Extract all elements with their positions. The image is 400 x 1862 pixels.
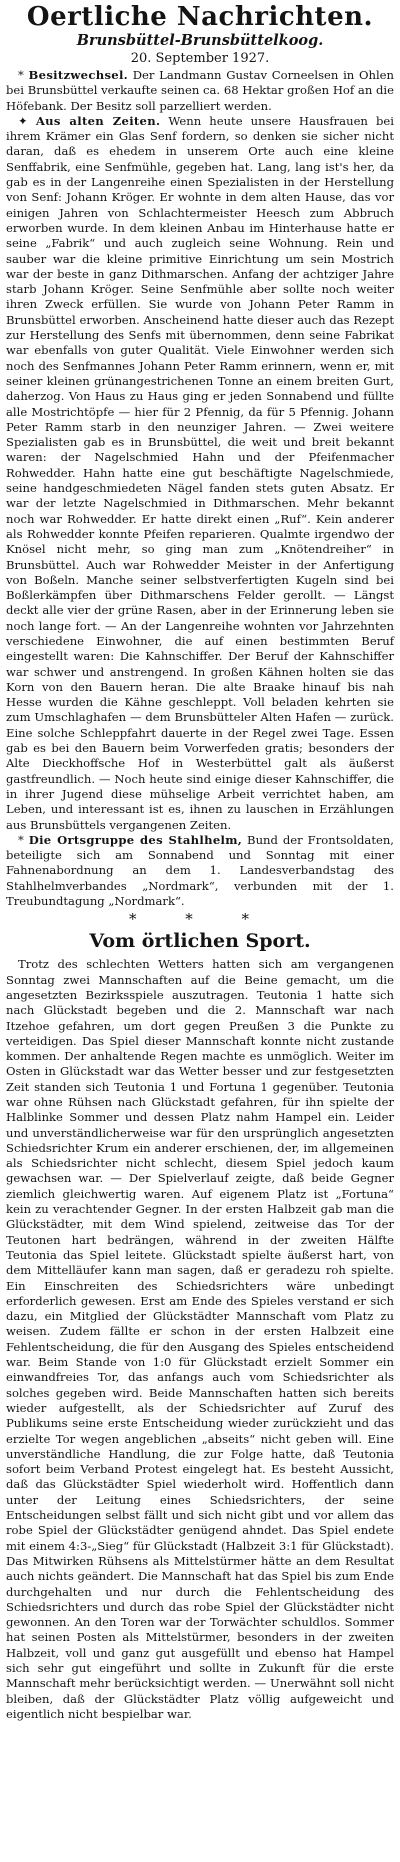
article-heading: Die Ortsgruppe des Stahlhelm, — [28, 832, 243, 847]
article-marker: ✦ — [18, 113, 28, 128]
sport-article-body: Trotz des schlechten Wetters hatten sich am vergangenen Sonntag zwei Mannschaften auf die Beine gemacht, um die angesetzten Bezirksspiele auszutragen. Teutonia 1 hatte sich nach Glückstadt begeben und die 2. Mannschaft war nach Itzehoe gefahren, um dort gegen Preußen 3 die Punkte zu verteidigen. Das Spiel dieser Mannschaft konnte nicht zustande kommen. Der anhaltende Regen machte es unmöglich. Weiter im Osten in Glückstadt war das Wetter besser und zur festgesetzten Zeit standen sich Teutonia 1 und Fortuna 1 gegenüber. Teutonia war ohne Rühsen nach Glückstadt gefahren, für ihn spielte der Halblinke Sommer und dessen Platz nahm Hampel ein. Leider und unverständlicherweise war für den ursprünglich angesetzten Schiedsrichter Krum ein anderer erschienen, der, im allgemeinen als Schiedsrichter nicht schlecht, diesem Spiel jedoch kaum gewachsen war. — Der Spielverlauf zeigte, daß beide Gegner ziemlich gleichwertig waren. Auf eigenem Platz ist „Fortuna“ kein zu verachtender Gegner. In der ersten Halbzeit gab man die Glückstädter, mit dem Wind spielend, zeitweise das Tor der Teutonen hart bedrängen, während in der zweiten Hälfte Teutonia das Spiel leitete. Glückstadt spielte äußerst hart, von dem Mittelläufer kann man sagen, daß er geradezu roh spielte. Ein Einschreiten des Schiedsrichters wäre unbedingt erforderlich gewesen. Erst am Ende des Spieles verstand er sich dazu, ein Mitglied der Glückstädter Mannschaft vom Platz zu weisen. Zudem fällte er schon in der ersten Halbzeit eine Fehlentscheidung, die für den Ausgang des Spieles entscheidend war. Beim Stande von 1:0 für Glückstadt erzielt Sommer ein einwandfreies Tor, das anfangs auch vom Schiedsrichter als solches gegeben wird. Beide Mannschaften hatten sich bereits wieder aufgestellt, als der Schiedsrichter auf Zuruf des Publikums seine erste Entscheidung wieder zurückzieht und das erzielte Tor wegen angeblichen „abseits“ nicht geben will. Eine unverständliche Handlung, die zur Folge hatte, daß Teutonia sofort beim Verband Protest eingelegt hat. Es besteht Aussicht, daß das Glückstädter Spiel wiederholt wird. Hoffentlich dann unter der Leitung eines Schiedsrichters, der seine Entscheidungen selbst fällt und sich nicht gibt und vor allem das robe Spiel der Glückstädter genügend ahndet. Das Spiel endete mit einem 4:3-„Sieg“ für Glückstadt (Halbzeit 3:1 für Glückstadt). Das Mitwirken Rühsens als Mittelstürmer hätte an dem Resultat auch nichts geändert. Die Mannschaft hat das Spiel bis zum Ende durchgehalten und nur durch die Fehlentscheidung des Schiedsrichters und durch das robe Spiel der Glückstädter nicht gewonnen. An den Toren war der Torwächter schuldlos. Sommer hat seinen Posten als Mittelstürmer, besonders in der zweiten Halbzeit, voll und ganz gut ausgefüllt und ebenso hat Hampel sich sehr gut eingeführt und sollte in Zukunft für die erste Mannschaft mehr berücksichtigt werden. — Unerwähnt soll nicht bleiben, daß der Glückstädter Platz völlig aufgeweicht und eigentlich nicht bespielbar war. — [6, 957, 394, 1721]
article-marker: * — [18, 832, 24, 847]
page-date: 20. September 1927. — [130, 51, 270, 66]
page-subtitle: Brunsbüttel-Brunsbüttelkoog. — [76, 32, 324, 49]
article-body: Der Landmann Gustav Corneelsen in Ohlen bei Brunsbüttel verkaufte seinen ca. 68 Hektar großen Hof an die Höfebank. Der Besitz soll parzelliert werden. — [6, 68, 395, 113]
article-heading: Aus alten Zeiten. — [35, 113, 161, 128]
page-title: Oertliche Nachrichten. — [26, 2, 374, 32]
article-aus-alten-zeiten — [6, 114, 394, 833]
article-heading: Besitzwechsel. — [28, 68, 128, 82]
sport-section-title: Vom örtlichen Sport. — [89, 930, 311, 953]
article-besitzwechsel — [6, 68, 394, 114]
section-separator: * * * — [128, 910, 272, 929]
article-body: Bund der Frontsoldaten, beteiligte sich am Sonnabend und Sonntag mit einer Fahnenabordnung an dem 1. Landesverbandstag des Stahlhelmverbandes „Nordmark“, verbunden mit der 1. Treubundtagung „Nordmark“. — [6, 832, 394, 909]
article-body: Wenn heute unsere Hausfrauen bei ihrem Krämer ein Glas Senf fordern, so denken sie sicher nicht daran, daß es ehedem in unserem Orte auch eine kleine Senffabrik, eine Senfmühle, gegeben hat. Lang, lang ist's her, da gab es in der Langenreihe einen Spezialisten in der Herstellung von Senf: Johann Kröger. Er wohnte in dem alten Hause, das vor einigen Jahren von Schlachtermeister Heesch zum Abbruch erworben wurde. In dem kleinen Anbau im Hinterhause hatte er seine „Fabrik“ und auch zugleich seine Wohnung. Rein und sauber war die kleine primitive Einrichtung um sein Mostrich war der beste in ganz Dithmarschen. Anfang der achtziger Jahre starb Johann Kröger. Seine Senfmühle aber sollte noch weiter ihren Zweck erfüllen. Sie wurde von Johann Peter Ramm in Brunsbüttel erworben. Anscheinend hatte dieser auch das Rezept zur Herstellung des Senfs mit übernommen, denn seine Fabrikat war ebenfalls von guter Qualität. Viele Einwohner werden sich noch des Senfmannes Johann Peter Ramm erinnern, wenn er, mit seiner kleinen grünangestrichenen Tonne an einem breiten Gurt, daherzog. Von Haus zu Haus ging er jeden Sonnabend und füllte alle Mostrichtöpfe — hier für 2 Pfennig, da für 5 Pfennig. Johann Peter Ramm starb in den neunziger Jahren. — Zwei weitere Spezialisten gab es in Brunsbüttel, die weit und breit bekannt waren: der Nagelschmied Hahn und der Pfeifenmacher Rohwedder. Hahn hatte eine gut beschäftigte Nagelschmiede, seine handgeschmiedeten Nägel fanden stets guten Absatz. Er war der letzte Nagelschmied in Dithmarschen. Mehr bekannt noch war Rohwedder. Er hatte direkt einen „Ruf“. Kein anderer als Rohwedder konnte Pfeifen reparieren. Qualmte irgendwo der Knösel nicht mehr, so ging man zum „Knötendreiher“ in Brunsbüttel. Auch war Rohwedder Meister in der Anfertigung von Boßeln. Manche seiner selbstverfertigten Kugeln sind bei Boßlerkämpfen über Dithmarschens Felder gerollt. — Längst deckt alle vier der grüne Rasen, aber in der Erinnerung leben sie noch lange fort. — An der Langenreihe wohnten vor Jahrzehnten verschiedene Einwohner, die auf einen bestimmten Beruf eingestellt waren: Die Kahnschiffer. Der Beruf der Kahnschiffer war schwer und anstrengend. In großen Kähnen holten sie das Korn von den Bauern heran. Die alte Braake hinauf bis nah Hesse wurden die Kähne geschleppt. Voll beladen kehrten sie zum Umschlaghafen — dem Brunsbütteler Alten Hafen — zurück. Eine solche Schleppfahrt dauerte in der Regel zwei Tage. Essen gab es bei den Bauern beim Vorwerfeden gratis; besonders der Alte Dieckhoffsche Hof in Westerbüttel galt als äußerst gastfreundlich. — Noch heute sind einige dieser Kahnschiffer, die in ihrer Jugend diese mühselige Arbeit verrichtet haben, am Leben, und interessant ist es, ihnen zu lauschen in Erzählungen aus Brunsbüttels vergangenen Zeiten. — [6, 113, 394, 832]
article-marker: * — [18, 68, 24, 82]
article-stahlhelm — [6, 833, 394, 909]
